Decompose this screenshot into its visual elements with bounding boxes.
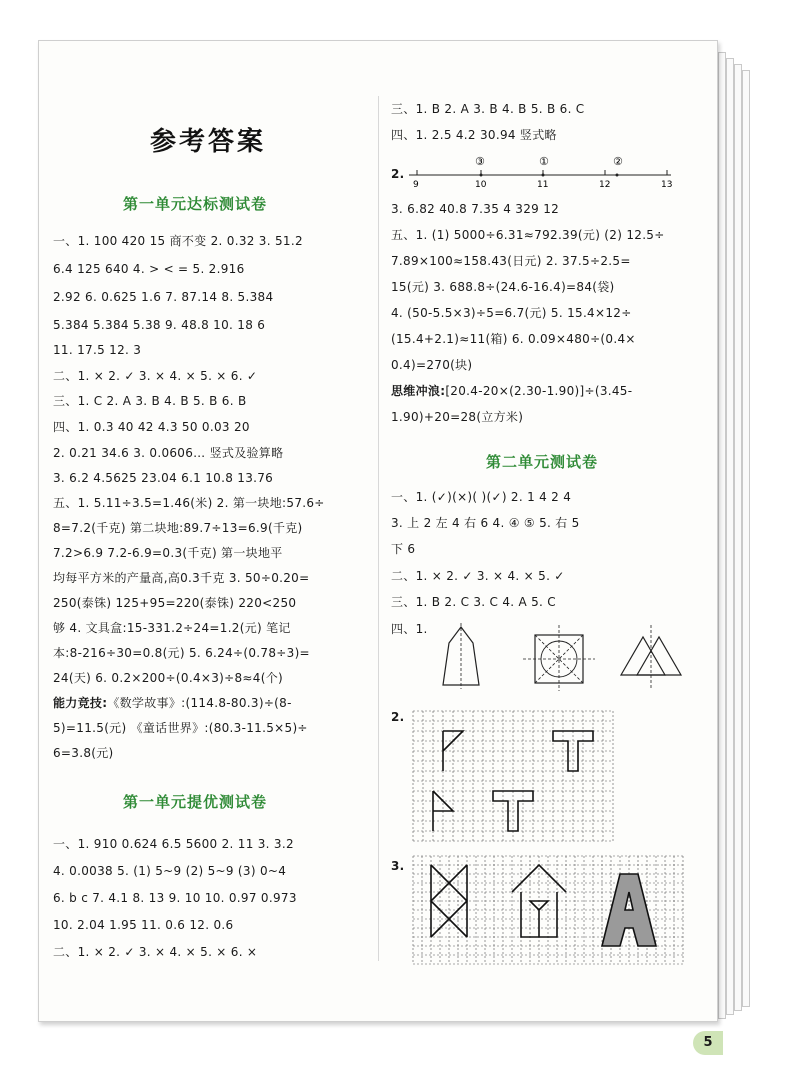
answer-line: 5)=11.5(元) 《童话世界》:(80.3-11.5×5)÷: [53, 721, 308, 735]
answer-line: 够 4. 文具盒:15-331.2÷24=1.2(元) 笔记: [53, 621, 291, 635]
thinking-label: 思维冲浪:: [391, 384, 446, 398]
mark-label: ③: [475, 155, 485, 168]
answer-line: 五、1. 5.11÷3.5=1.46(米) 2. 第一块地:57.6÷: [53, 496, 325, 510]
section-title-unit2: 第二单元测试卷: [486, 453, 599, 471]
answer-line: 3.: [391, 859, 405, 873]
answer-line: (15.4+2.1)≈11(箱) 6. 0.09×480÷(0.4×: [391, 332, 636, 346]
answer-page: [38, 40, 718, 1050]
answer-line: 0.4)=270(块): [391, 358, 473, 372]
tick-label: 9: [413, 180, 419, 190]
page-stack-edge: [718, 52, 726, 1019]
point-2: [616, 174, 619, 177]
answer-line: 6=3.8(元): [53, 746, 114, 760]
answer-line: 6. b c 7. 4.1 8. 13 9. 10 10. 0.97 0.973: [53, 891, 297, 905]
triangles-figure: [621, 625, 681, 689]
answer-line: 7.89×100≈158.43(日元) 2. 37.5÷2.5=: [391, 254, 631, 268]
answer-line: 15(元) 3. 688.8÷(24.6-16.4)=84(袋): [391, 280, 615, 294]
answer-line: 4. 0.0038 5. (1) 5~9 (2) 5~9 (3) 0~4: [53, 864, 287, 878]
answer-line: 二、1. × 2. ✓ 3. × 4. × 5. × 6. ×: [53, 945, 258, 959]
answer-line: 2. 0.21 34.6 3. 0.0606… 竖式及验算略: [53, 446, 284, 460]
answer-line: 250(泰铢) 125+95=220(泰铢) 220<250: [53, 596, 297, 610]
tick-label: 12: [599, 180, 611, 190]
answer-line: 10. 2.04 1.95 11. 0.6 12. 0.6: [53, 918, 234, 932]
trapezoid-figure: [443, 623, 479, 689]
answer-line: 本:8-216÷30=0.8(元) 5. 6.24÷(0.78÷3)=: [53, 646, 310, 660]
answer-line: 2.: [391, 710, 405, 724]
square-circle-figure: [523, 625, 595, 691]
answer-line: 5.384 5.384 5.38 9. 48.8 10. 18 6: [53, 318, 266, 332]
answer-line: 24(天) 6. 0.2×200÷(0.4×3)÷8≈4(个): [53, 671, 283, 685]
answer-line: 6.4 125 640 4. > < = 5. 2.916: [53, 262, 245, 276]
ability-text: 《数学故事》:(114.8-80.3)÷(8-: [107, 696, 292, 710]
answer-line: 一、1. (✓)(×)( )(✓) 2. 1 4 2 4: [391, 490, 572, 504]
tick-label: 11: [537, 180, 549, 190]
column-divider: [378, 96, 379, 961]
answer-line: 1.90)+20=28(立方米): [391, 410, 524, 424]
answer-line: 二、1. × 2. ✓ 3. × 4. × 5. × 6. ✓: [53, 369, 258, 383]
answer-line: [53, 695, 292, 711]
answer-line: 三、1. C 2. A 3. B 4. B 5. B 6. B: [53, 394, 247, 408]
answer-line: [391, 383, 632, 399]
page-stack-edge: [726, 58, 734, 1015]
answer-line: 四、1.: [391, 622, 428, 636]
symmetry-figures: [439, 623, 679, 693]
answer-line: 7.2>6.9 7.2-6.9=0.3(千克) 第一块地平: [53, 546, 283, 560]
tick-label: 10: [475, 180, 487, 190]
answer-line: 一、1. 910 0.624 6.5 5600 2. 11 3. 3.2: [53, 837, 294, 851]
ability-label: 能力竞技:: [53, 696, 108, 710]
mark-label: ②: [613, 155, 623, 168]
answer-line: 二、1. × 2. ✓ 3. × 4. × 5. ✓: [391, 569, 565, 583]
answer-line: 4. (50-5.5×3)÷5=6.7(元) 5. 15.4×12÷: [391, 306, 632, 320]
number-line: [409, 153, 679, 193]
point-1: [542, 174, 545, 177]
answer-line: 3. 6.2 4.5625 23.04 6.1 10.8 13.76: [53, 471, 274, 485]
tick-label: 13: [661, 180, 673, 190]
answer-line: 均每平方米的产量高,高0.3千克 3. 50÷0.20=: [53, 571, 310, 585]
grid-figure-2: [413, 711, 623, 846]
answer-line: 3. 6.82 40.8 7.35 4 329 12: [391, 202, 560, 216]
answer-line: 四、1. 2.5 4.2 30.94 竖式略: [391, 128, 557, 142]
point-3: [480, 174, 483, 177]
page-title: 参考答案: [150, 127, 267, 157]
page-stack-edge: [734, 64, 742, 1011]
mark-label: ①: [539, 155, 549, 168]
answer-line: 3. 上 2 左 4 右 6 4. ④ ⑤ 5. 右 5: [391, 516, 580, 530]
thinking-text: [20.4-20×(2.30-1.90)]÷(3.45-: [445, 384, 633, 398]
answer-line: 四、1. 0.3 40 42 4.3 50 0.03 20: [53, 420, 250, 434]
page-number-tab: 5: [693, 1031, 723, 1055]
answer-line: 8=7.2(千克) 第二块地:89.7÷13=6.9(千克): [53, 521, 303, 535]
grid-figure-3: [413, 856, 683, 964]
answer-line: 2.: [391, 167, 405, 181]
answer-line: 一、1. 100 420 15 商不变 2. 0.32 3. 51.2: [53, 234, 303, 248]
answer-line: 11. 17.5 12. 3: [53, 343, 142, 357]
page-stack-edge: [742, 70, 750, 1007]
answer-line: 三、1. B 2. C 3. C 4. A 5. C: [391, 595, 556, 609]
answer-line: 2.92 6. 0.625 1.6 7. 87.14 8. 5.384: [53, 290, 274, 304]
answer-line: 五、1. (1) 5000÷6.31≈792.39(元) (2) 12.5÷: [391, 228, 665, 242]
answer-line: 三、1. B 2. A 3. B 4. B 5. B 6. C: [391, 102, 585, 116]
section-title-unit1-advanced: 第一单元提优测试卷: [123, 793, 268, 811]
answer-line: 下 6: [391, 542, 416, 556]
section-title-unit1-standard: 第一单元达标测试卷: [123, 195, 268, 213]
